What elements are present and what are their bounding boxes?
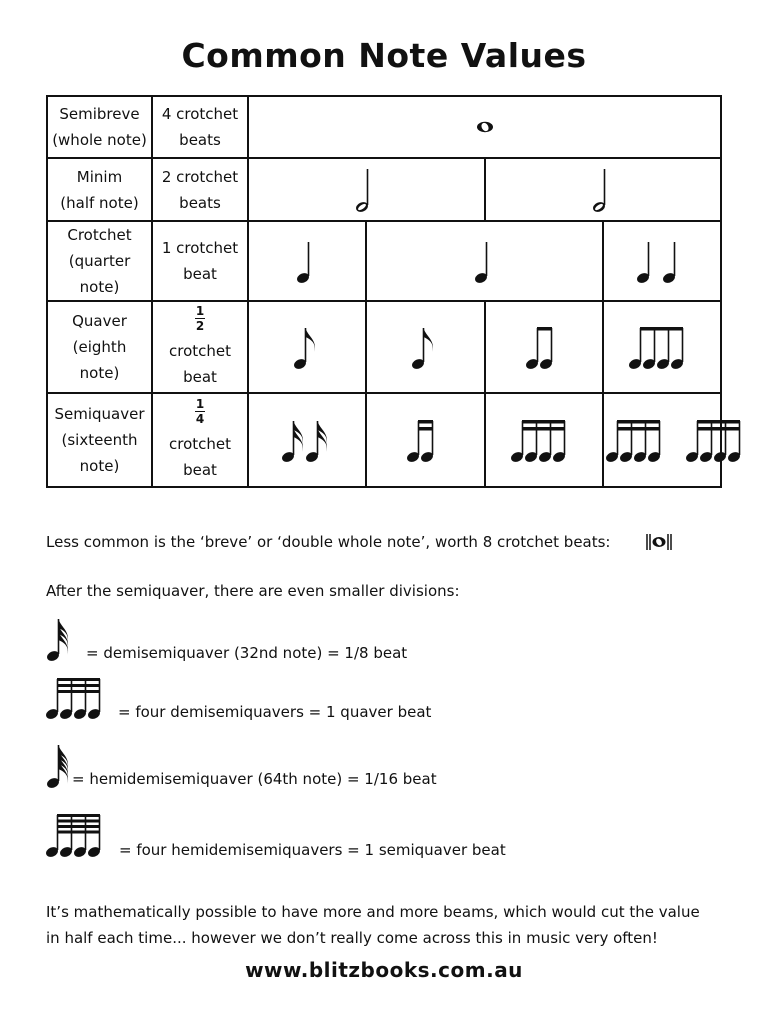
hemidemisemiquaver-text: = hemidemisemiquaver (64th note) = 1/16 beat (72, 770, 437, 788)
four-demisemiquavers-text: = four demisemiquavers = 1 quaver beat (118, 703, 432, 721)
note-name-cell: Semibreve (whole note) (47, 96, 152, 158)
quaver-pair-cell (485, 301, 603, 393)
quaver-symbol-cell (366, 301, 484, 393)
hemidemisemiquaver-icon (44, 743, 74, 791)
crotchet-symbol-cell (603, 221, 721, 301)
four-demisemiquavers-icon (44, 676, 108, 722)
four-beamed-semiquavers-icon (509, 415, 579, 465)
semibreve-note-icon (470, 117, 500, 137)
closing-line-2: in half each time... however we don’t really come across this in music very often! (46, 929, 658, 947)
minim-note-icon (351, 165, 381, 215)
two-semiquavers-icon (279, 415, 335, 465)
four-hemidemisemiquavers-text: = four hemidemisemiquavers = 1 semiquaver beat (119, 841, 506, 859)
eight-beamed-semiquavers-icon (604, 415, 754, 465)
breve-note-icon (644, 532, 674, 552)
table-row-quaver (47, 301, 721, 393)
table-row-minim (47, 158, 721, 221)
demisemiquaver-icon (44, 616, 78, 664)
beat-value-cell: $\frac{1}{4}$ crotchet beat (152, 393, 248, 487)
note-name-cell: Semiquaver (sixteenth note) (47, 393, 152, 487)
fraction: $\frac{1}{2}$ (195, 303, 205, 333)
beat-value-cell: $\frac{1}{2}$ crotchet beat (152, 301, 248, 393)
two-crotchets-icon (632, 236, 692, 286)
semibreve-symbol-cell (248, 96, 721, 158)
note-values-table (46, 95, 722, 488)
page-title: Common Note Values (181, 36, 587, 75)
beat-value-cell: 2 crotchet beats (152, 158, 248, 221)
table-row-crotchet (47, 221, 721, 301)
quaver-note-icon (408, 322, 442, 372)
beamed-semiquavers-icon (405, 415, 445, 465)
footer-url: www.blitzbooks.com.au (245, 958, 523, 982)
crotchet-symbol-cell (366, 221, 603, 301)
semiquaver-pair-cell (366, 393, 484, 487)
four-beamed-quavers-icon (627, 322, 697, 372)
semiquaver-eight-cell (603, 393, 721, 487)
four-hemidemisemiquavers-icon (44, 812, 108, 860)
crotchet-note-icon (292, 236, 322, 286)
beat-value-cell: 1 crotchet beat (152, 221, 248, 301)
crotchet-symbol-cell (248, 221, 366, 301)
demisemiquaver-text: = demisemiquaver (32nd note) = 1/8 beat (86, 644, 408, 662)
table-row-semiquaver (47, 393, 721, 487)
note-name-cell: Minim (half note) (47, 158, 152, 221)
minim-symbol-cell (485, 158, 722, 221)
note-name-cell: Crotchet (quarter note) (47, 221, 152, 301)
quaver-symbol-cell (248, 301, 366, 393)
fraction: $\frac{1}{4}$ (195, 396, 205, 426)
table-row-semibreve (47, 96, 721, 158)
minim-note-icon (588, 165, 618, 215)
minim-symbol-cell (248, 158, 485, 221)
quaver-note-icon (290, 322, 324, 372)
quaver-four-cell (603, 301, 721, 393)
note-name-cell: Quaver (eighth note) (47, 301, 152, 393)
smaller-divisions-text: After the semiquaver, there are even smaller divisions: (46, 582, 460, 600)
crotchet-note-icon (470, 236, 500, 286)
semiquaver-symbol-cell (248, 393, 366, 487)
breve-text: Less common is the ‘breve’ or ‘double whole note’, worth 8 crotchet beats: (46, 533, 611, 551)
semiquaver-four-cell (485, 393, 603, 487)
beat-value-cell: 4 crotchet beats (152, 96, 248, 158)
beamed-quavers-icon (524, 322, 564, 372)
closing-line-1: It’s mathematically possible to have more and more beams, which would cut the value (46, 903, 700, 921)
